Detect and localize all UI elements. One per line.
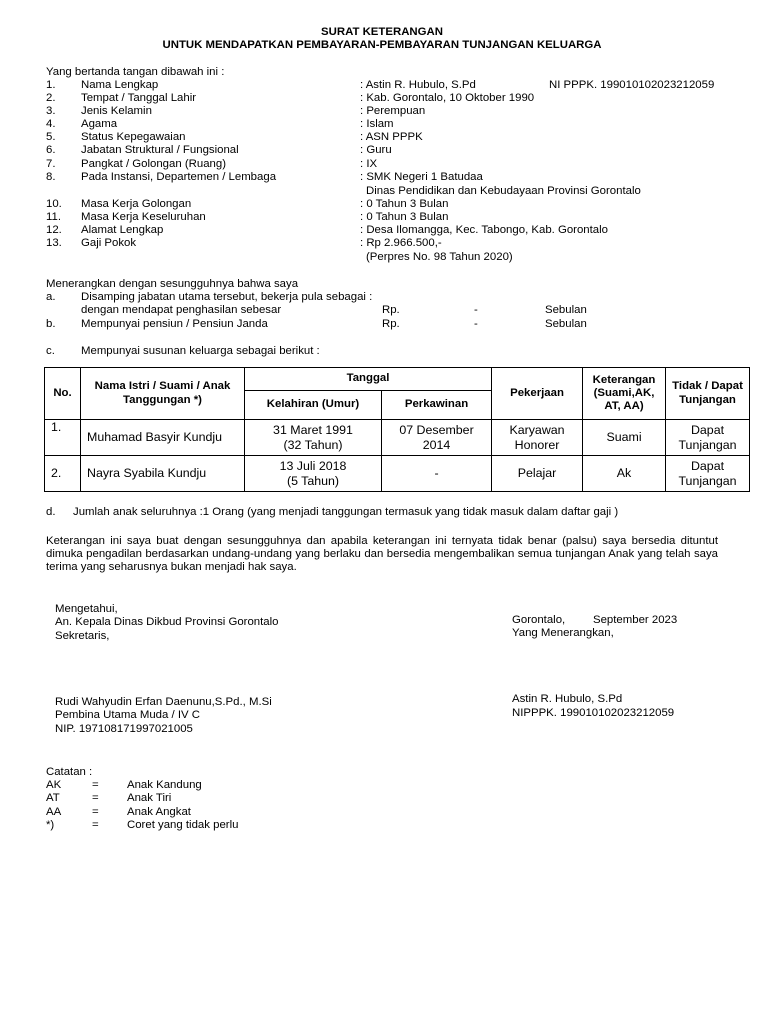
row-job-detail: Honorer (514, 437, 560, 452)
row-birth-date: 31 Maret 1991 (273, 422, 353, 437)
header-no: No. (45, 368, 81, 420)
sign-right-name: Astin R. Hubulo, S.Pd (512, 693, 623, 705)
sign-left-rank: Pembina Utama Muda / IV C (55, 709, 200, 721)
identity-label: Masa Kerja Golongan (81, 198, 192, 210)
identity-label: Nama Lengkap (81, 79, 159, 91)
row-age: (32 Tahun) (283, 437, 343, 452)
sign-left-position: Sekretaris, (55, 630, 110, 642)
identity-value-continued: Dinas Pendidikan dan Kebudayaan Provinsi Gorontalo (366, 185, 641, 197)
note-desc: Anak Tiri (127, 792, 172, 804)
identity-no: 3. (46, 105, 56, 117)
identity-value: : ASN PPPK (360, 131, 423, 143)
rp-label: Rp. (382, 304, 400, 316)
sign-left-acknowledge: Mengetahui, (55, 603, 118, 615)
row-tunjangan (666, 456, 750, 492)
sign-left-name: Rudi Wahyudin Erfan Daenunu,S.Pd., M.Si (55, 696, 272, 708)
identity-label: Jenis Kelamin (81, 105, 152, 117)
note-equals: = (92, 819, 99, 831)
row-keterangan: Ak (583, 456, 666, 492)
note-desc: Anak Angkat (127, 806, 191, 818)
rp-label: Rp. (382, 318, 400, 330)
row-name: Muhamad Basyir Kundju (81, 420, 245, 456)
header-tanggal: Tanggal (245, 368, 492, 391)
row-birth-date: 13 Juli 2018 (279, 458, 347, 473)
children-count: Jumlah anak seluruhnya :1 Orang (yang menjadi tanggungan termasuk yang tidak masuk dalam daftar gaji ) (73, 506, 619, 518)
row-marriage-year: 2014 (422, 437, 451, 452)
row-job: Karyawan (509, 422, 565, 437)
statement-a-no: a. (46, 291, 56, 303)
row-kelahiran (245, 420, 382, 456)
identity-value: : IX (360, 158, 378, 170)
row-tunjangan (666, 420, 750, 456)
table-row (45, 420, 750, 456)
header-tunjangan: Tidak / Dapat Tunjangan (666, 368, 750, 420)
period-label: Sebulan (545, 318, 587, 330)
row-tunjangan-status: Dapat (690, 458, 725, 473)
identity-value: : Astin R. Hubulo, S.Pd (360, 79, 476, 91)
note-code: AT (46, 792, 60, 804)
row-pekerjaan: Pelajar (492, 456, 583, 492)
row-keterangan: Suami (583, 420, 666, 456)
identity-value-continued: (Perpres No. 98 Tahun 2020) (366, 251, 513, 263)
document-subtitle: UNTUK MENDAPATKAN PEMBAYARAN-PEMBAYARAN TUNJANGAN KELUARGA (162, 39, 602, 51)
identity-no: 1. (46, 79, 56, 91)
identity-no: 6. (46, 144, 56, 156)
statement-c-text: Mempunyai susunan keluarga sebagai berikut : (81, 345, 320, 357)
header-perkawinan: Perkawinan (382, 391, 492, 420)
identity-label: Alamat Lengkap (81, 224, 164, 236)
note-desc: Coret yang tidak perlu (127, 819, 239, 831)
sign-right-date: September 2023 (593, 614, 678, 626)
header-name: Nama Istri / Suami / Anak Tanggungan *) (81, 368, 245, 420)
statement-b-text: Mempunyai pensiun / Pensiun Janda (81, 318, 268, 330)
statement-a-text: Disamping jabatan utama tersebut, bekerja pula sebagai : (81, 291, 373, 303)
identity-no: 11. (46, 211, 61, 223)
identity-no: 2. (46, 92, 56, 104)
row-pekerjaan (492, 420, 583, 456)
sign-right-nip: NIPPPK. 199010102023212059 (512, 707, 675, 719)
identity-value: : 0 Tahun 3 Bulan (360, 211, 449, 223)
statement-c-no: c. (46, 345, 55, 357)
note-code: AK (46, 779, 62, 791)
statement-d-no: d. (46, 506, 56, 518)
header-pekerjaan: Pekerjaan (492, 368, 583, 420)
row-perkawinan: - (382, 456, 492, 492)
identity-label: Pada Instansi, Departemen / Lembaga (81, 171, 277, 183)
declaration-paragraph: Keterangan ini saya buat dengan sesungguhnya dan apabila keterangan ini ternyata tidak benar (palsu) saya bersedia dituntut dimuka pengadilan berdasarkan undang-undang yang berlaku dan bersedia mengembalikan semua tunjangan Anak yang telah saya terima yang seharusnya bukan menjadi hak saya. (46, 535, 718, 574)
identity-label: Pangkat / Golongan (Ruang) (81, 158, 227, 170)
note-equals: = (92, 806, 99, 818)
notes-title: Catatan : (46, 766, 93, 778)
sign-left-nip: NIP. 197108171997021005 (55, 723, 193, 735)
row-tunjangan-word: Tunjangan (678, 437, 737, 452)
identity-no: 7. (46, 158, 56, 170)
amount-dash: - (474, 304, 478, 316)
identity-value: : Rp 2.966.500,- (360, 237, 442, 249)
period-label: Sebulan (545, 304, 587, 316)
identity-value: : Guru (360, 144, 392, 156)
header-keterangan: Keterangan (Suami,AK, AT, AA) (583, 368, 666, 420)
table-row (45, 456, 750, 492)
sign-right-place: Gorontalo, (512, 614, 566, 626)
row-name: Nayra Syabila Kundju (81, 456, 245, 492)
intro-text: Yang bertanda tangan dibawah ini : (46, 66, 225, 78)
note-code: *) (46, 819, 55, 831)
row-marriage-date: 07 Desember (399, 422, 474, 437)
document-title: SURAT KETERANGAN (321, 26, 443, 38)
sign-right-role: Yang Menerangkan, (512, 627, 614, 639)
identity-label: Tempat / Tanggal Lahir (81, 92, 197, 104)
identity-value: : Desa Ilomangga, Kec. Tabongo, Kab. Gorontalo (360, 224, 609, 236)
note-equals: = (92, 792, 99, 804)
row-tunjangan-word: Tunjangan (678, 473, 737, 488)
identity-value: : Islam (360, 118, 394, 130)
identity-no: 8. (46, 171, 56, 183)
amount-dash: - (474, 318, 478, 330)
row-perkawinan (382, 420, 492, 456)
statement-intro: Menerangkan dengan sesungguhnya bahwa saya (46, 278, 299, 290)
statement-b-no: b. (46, 318, 56, 330)
identity-nipppk: NI PPPK. 199010102023212059 (549, 79, 715, 91)
row-tunjangan-status: Dapat (690, 422, 725, 437)
identity-label: Jabatan Struktural / Fungsional (81, 144, 239, 156)
identity-value: : SMK Negeri 1 Batudaa (360, 171, 483, 183)
identity-value: : 0 Tahun 3 Bulan (360, 198, 449, 210)
identity-label: Masa Kerja Keseluruhan (81, 211, 206, 223)
family-table (44, 367, 750, 492)
identity-no: 4. (46, 118, 56, 130)
row-no: 1. (45, 420, 81, 456)
identity-value: : Kab. Gorontalo, 10 Oktober 1990 (360, 92, 535, 104)
identity-label: Gaji Pokok (81, 237, 137, 249)
sign-left-office: An. Kepala Dinas Dikbud Provinsi Gorontalo (55, 616, 279, 628)
identity-no: 12. (46, 224, 62, 236)
identity-no: 13. (46, 237, 62, 249)
identity-value: : Perempuan (360, 105, 426, 117)
note-equals: = (92, 779, 99, 791)
row-kelahiran (245, 456, 382, 492)
identity-no: 5. (46, 131, 56, 143)
note-code: AA (46, 806, 62, 818)
row-no: 2. (45, 456, 81, 492)
identity-label: Status Kepegawaian (81, 131, 186, 143)
identity-no: 10. (46, 198, 62, 210)
statement-a-income: dengan mendapat penghasilan sebesar (81, 304, 282, 316)
header-kelahiran: Kelahiran (Umur) (245, 391, 382, 420)
identity-label: Agama (81, 118, 118, 130)
note-desc: Anak Kandung (127, 779, 202, 791)
row-age: (5 Tahun) (286, 473, 340, 488)
